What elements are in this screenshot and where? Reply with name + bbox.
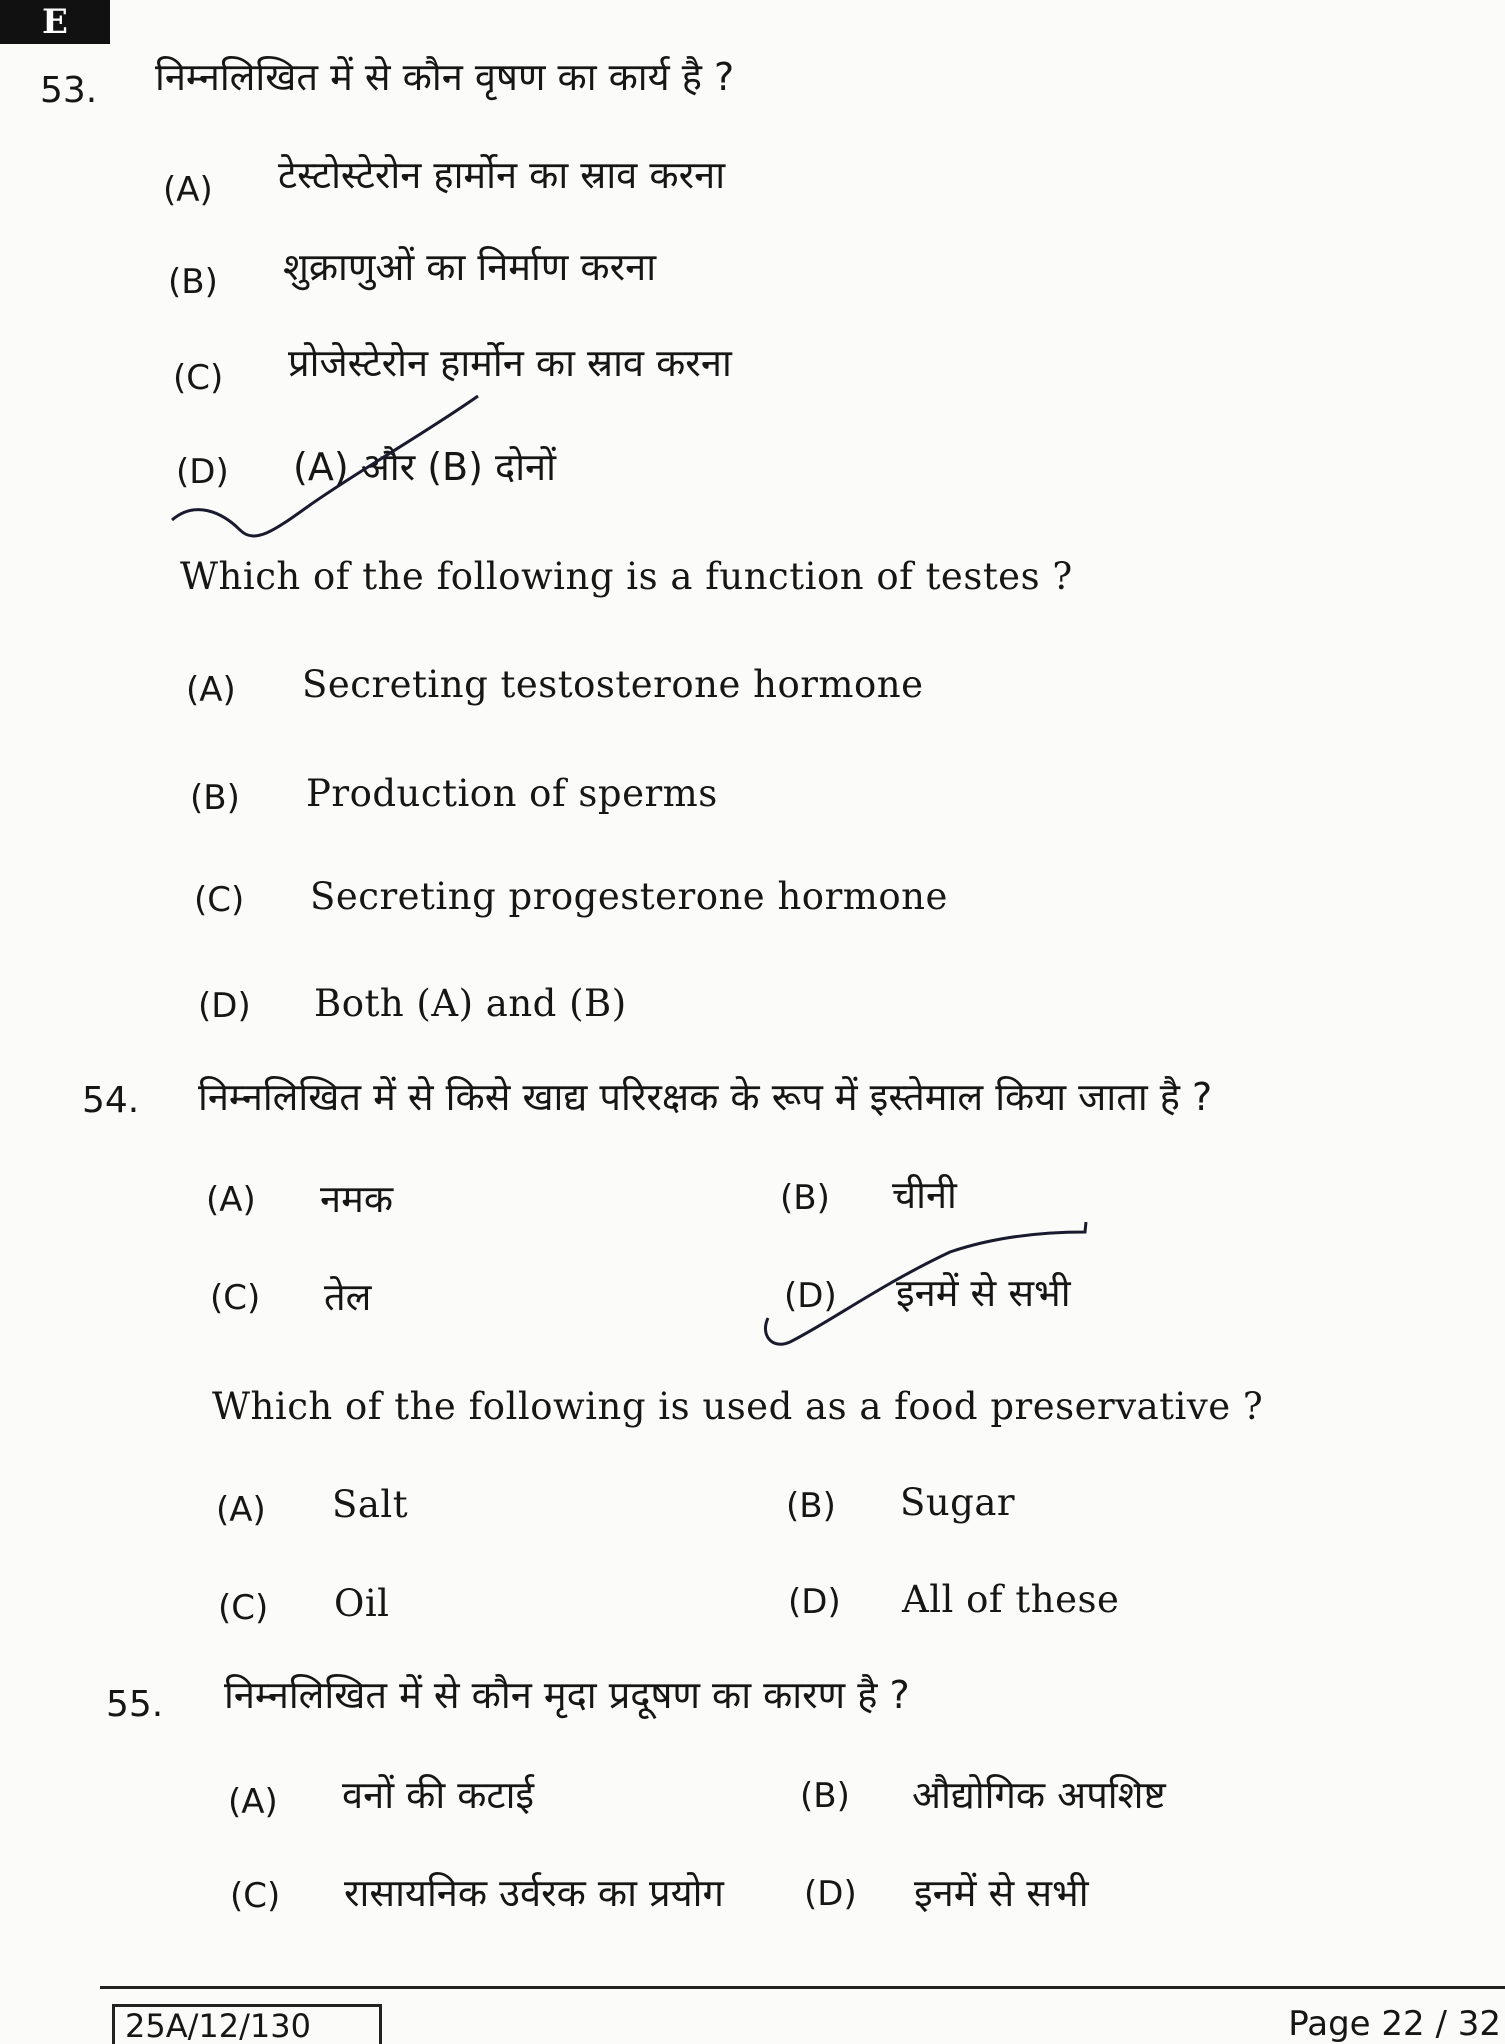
paper-code: 25A/12/130 xyxy=(112,2004,382,2044)
option-letter: (D) xyxy=(176,452,229,492)
option-text-english: Both (A) and (B) xyxy=(314,982,627,1025)
option-letter: (A) xyxy=(206,1180,256,1220)
option-letter: (B) xyxy=(786,1486,836,1526)
option-letter: (C) xyxy=(210,1278,261,1318)
option-text-english: Secreting progesterone hormone xyxy=(310,875,948,918)
option-letter: (C) xyxy=(194,880,245,920)
option-text-hindi: इनमें से सभी xyxy=(896,1271,1071,1315)
option-text-hindi: प्रोजेस्टेरोन हार्मोन का स्राव करना xyxy=(288,341,732,385)
question-text-hindi: निम्नलिखित में से कौन वृषण का कार्य है ? xyxy=(155,55,735,99)
option-letter: (B) xyxy=(168,262,218,302)
answer-tick-mark xyxy=(765,1222,1086,1344)
option-text-hindi: तेल xyxy=(324,1275,372,1319)
option-text-english: Sugar xyxy=(900,1481,1016,1524)
question-text-hindi: निम्नलिखित में से कौन मृदा प्रदूषण का कारण है ? xyxy=(224,1673,910,1717)
option-letter: (C) xyxy=(230,1876,281,1916)
question-number: 53. xyxy=(40,70,98,111)
option-letter: (A) xyxy=(216,1490,266,1530)
option-letter: (A) xyxy=(228,1782,278,1822)
option-text-english: Salt xyxy=(332,1483,409,1526)
option-text-hindi: रासायनिक उर्वरक का प्रयोग xyxy=(344,1871,724,1915)
option-text-hindi: (A) और (B) दोनों xyxy=(293,445,556,489)
option-letter: (C) xyxy=(218,1588,269,1628)
option-text-hindi: टेस्टोस्टेरोन हार्मोन का स्राव करना xyxy=(278,153,726,197)
page-number: Page 22 / 32 xyxy=(1288,2004,1501,2044)
option-letter: (A) xyxy=(163,170,213,210)
option-text-hindi: नमक xyxy=(320,1177,393,1221)
option-letter: (C) xyxy=(173,358,224,398)
question-text-hindi: निम्नलिखित में से किसे खाद्य परिरक्षक के रूप में इस्तेमाल किया जाता है ? xyxy=(198,1075,1213,1119)
option-letter: (D) xyxy=(804,1874,857,1914)
question-number: 55. xyxy=(106,1684,164,1725)
option-text-hindi: वनों की कटाई xyxy=(342,1773,535,1817)
option-letter: (A) xyxy=(186,670,236,710)
option-letter: (B) xyxy=(800,1776,850,1816)
option-letter: (D) xyxy=(788,1582,841,1622)
option-text-english: Secreting testosterone hormone xyxy=(302,663,924,706)
answer-tick-mark xyxy=(172,396,478,536)
option-text-hindi: औद्योगिक अपशिष्ट xyxy=(912,1773,1166,1817)
option-letter: (D) xyxy=(198,986,251,1026)
option-letter: (B) xyxy=(780,1178,830,1218)
option-text-english: Production of sperms xyxy=(306,772,718,815)
option-text-hindi: चीनी xyxy=(892,1173,957,1217)
set-badge: E xyxy=(0,0,110,44)
option-text-english: Oil xyxy=(334,1582,390,1625)
question-number: 54. xyxy=(82,1080,140,1121)
footer-rule xyxy=(100,1986,1505,1989)
option-letter: (D) xyxy=(784,1276,837,1316)
option-text-english: All of these xyxy=(902,1578,1120,1621)
question-text-english: Which of the following is used as a food preservative ? xyxy=(212,1385,1264,1428)
question-text-english: Which of the following is a function of testes ? xyxy=(180,555,1073,598)
option-text-hindi: इनमें से सभी xyxy=(914,1871,1089,1915)
option-text-hindi: शुक्राणुओं का निर्माण करना xyxy=(283,245,657,289)
option-letter: (B) xyxy=(190,778,240,818)
